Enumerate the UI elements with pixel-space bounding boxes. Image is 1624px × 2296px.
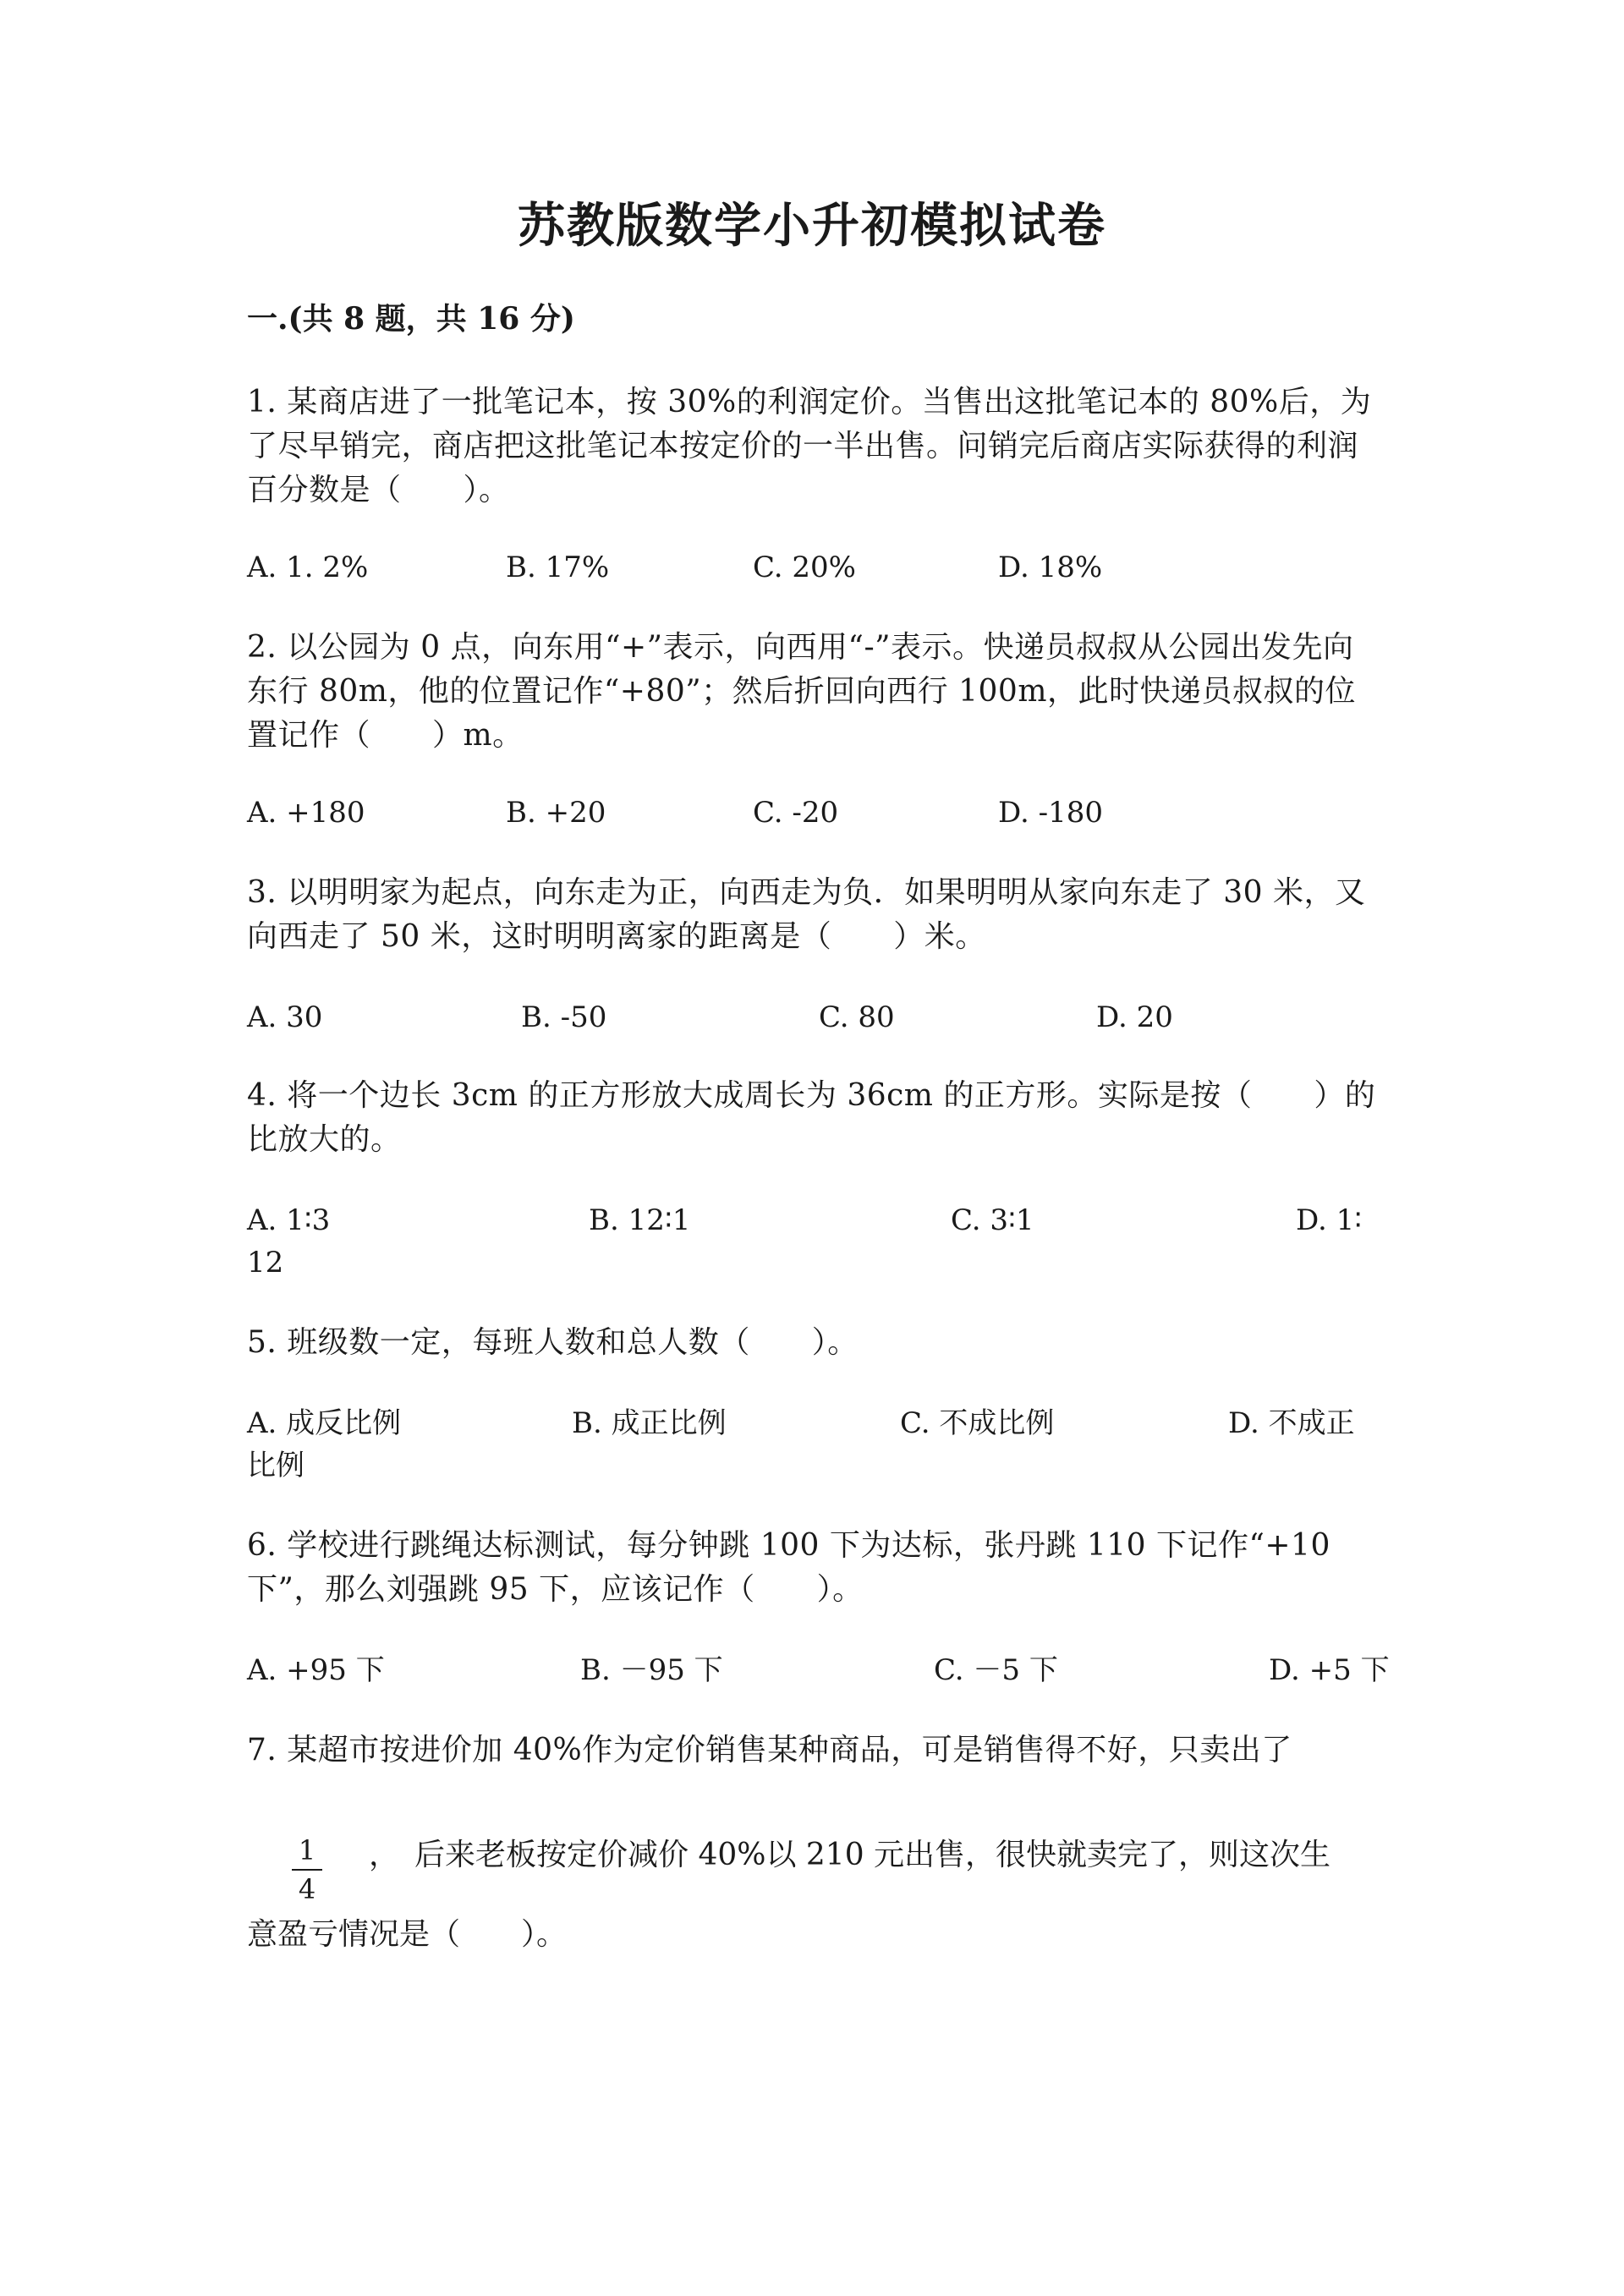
question-4-option-a: A. 1∶3 [247,1203,331,1237]
question-3-option-a: A. 30 [247,1000,323,1034]
question-1-option-d: D. 18% [998,551,1103,584]
question-6-option-a: A. +95 下 [247,1653,385,1687]
question-6-option-c: C. －5 下 [934,1653,1058,1687]
question-6-option-b: B. －95 下 [580,1653,723,1687]
question-6-option-d: D. +5 下 [1269,1653,1390,1687]
question-5-option-b: B. 成正比例 [572,1406,727,1440]
question-1-text: 1. 某商店进了一批笔记本，按 30%的利润定价。当售出这批笔记本的 80%后，为了尽早销完，商店把这批笔记本按定价的一半出售。问销完后商店实际获得的利润百分数是（ ）。 [247,385,1372,507]
question-6-text: 6. 学校进行跳绳达标测试，每分钟跳 100 下为达标，张丹跳 110 下记作“+10 下”，那么刘强跳 95 下，应该记作（ ）。 [247,1528,1330,1607]
question-4-text: 4. 将一个边长 3cm 的正方形放大成周长为 36cm 的正方形。实际是按（ ）的比放大的。 [247,1078,1376,1157]
question-5-option-d: D. 不成正 [1228,1406,1355,1440]
question-1-option-a: A. 1. 2% [247,551,369,584]
question-4-option-c: C. 3∶1 [951,1203,1034,1237]
fraction-one-quarter [292,1833,322,1906]
question-1-option-c: C. 20% [753,551,856,584]
question-7-text-end: 意盈亏情况是（ ）。 [247,1917,568,1952]
question-5-option-a: A. 成反比例 [247,1406,402,1440]
page-title: 苏教版数学小升初模拟试卷 [518,198,1106,254]
question-7-text-continued: ， 后来老板按定价减价 40%以 210 元出售，很快就卖完了，则这次生 [369,1838,1331,1872]
question-3-text: 3. 以明明家为起点，向东走为正，向西走为负．如果明明从家向东走了 30 米，又向西走了 50 米，这时明明离家的距离是（ ）米。 [247,875,1366,954]
question-5-option-d-wrap: 比例 [247,1449,304,1482]
question-7-text: 7. 某超市按进价加 40%作为定价销售某种商品，可是销售得不好，只卖出了 [247,1733,1292,1767]
question-3-option-b: B. -50 [521,1000,607,1034]
question-3-option-d: D. 20 [1096,1000,1173,1034]
question-5-text: 5. 班级数一定，每班人数和总人数（ ）。 [247,1325,859,1360]
question-3-option-c: C. 80 [819,1000,895,1034]
fraction-numerator: 1 [298,1834,316,1866]
question-1-option-b: B. 17% [506,551,610,584]
question-2-option-d: D. -180 [998,796,1104,830]
question-2-option-a: A. +180 [247,796,365,830]
fraction-bar [292,1869,322,1871]
question-2-option-c: C. -20 [753,796,839,830]
question-4-option-b: B. 12∶1 [589,1203,691,1237]
question-4-option-d-wrap: 12 [247,1246,284,1280]
fraction-denominator: 4 [298,1873,316,1905]
question-2-text: 2. 以公园为 0 点，向东用“+”表示，向西用“-”表示。快递员叔叔从公园出发先向东行 80m，他的位置记作“+80”；然后折回向西行 100m，此时快递员叔叔的位置记作（ ）m。 [247,630,1356,753]
section-heading: 一.(共 8 题，共 16 分) [247,301,575,337]
question-5-option-c: C. 不成比例 [900,1406,1055,1440]
question-4-option-d: D. 1∶ [1296,1203,1363,1237]
question-2-option-b: B. +20 [506,796,606,830]
